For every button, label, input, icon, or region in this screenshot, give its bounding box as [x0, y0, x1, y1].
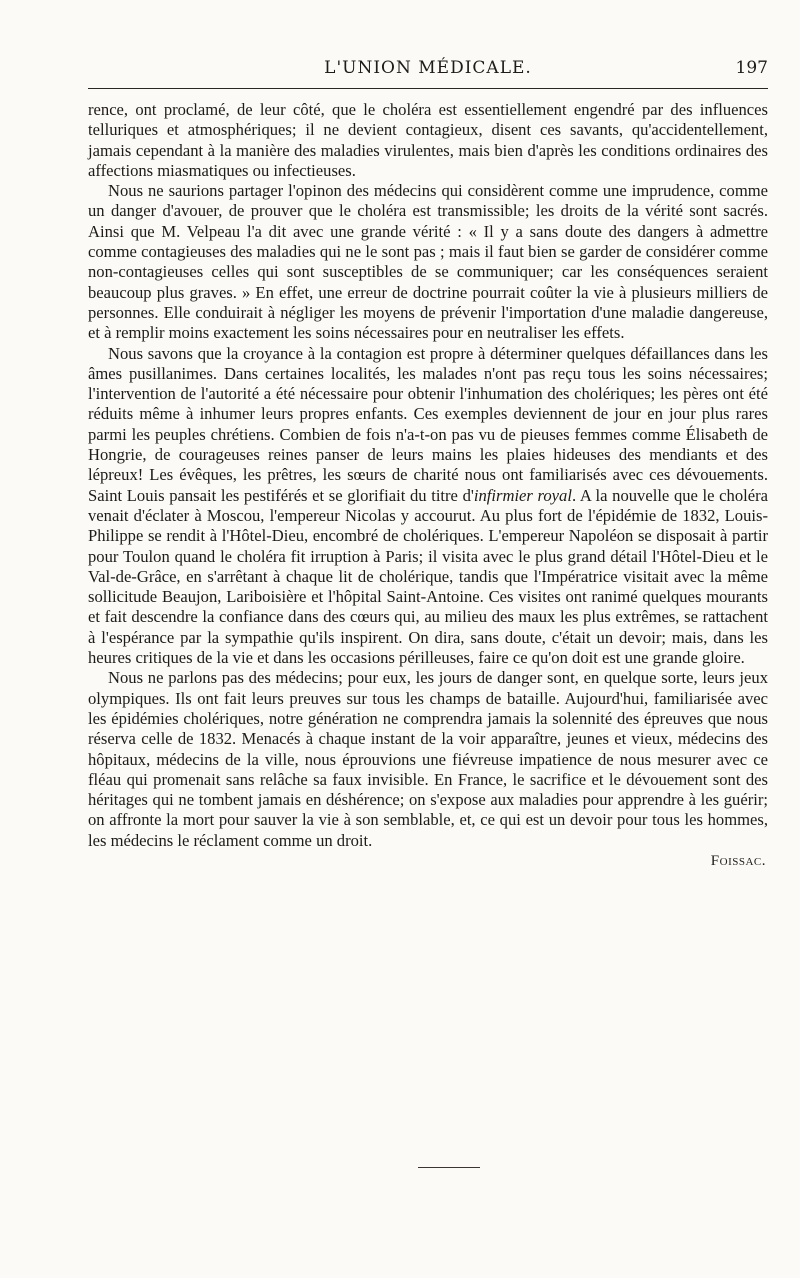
paragraph-1: rence, ont proclamé, de leur côté, que le choléra est essentiellement engendré par des influences telluriques et atmosphériques; il ne devient contagieux, disent ces savants, qu'accidentellement, jamais cependant à la manière des maladies virulentes, mais bien d'après les conditions ordinaires des affections miasmatiques ou infectieuses. [88, 100, 768, 180]
running-title: L'UNION MÉDICALE. [324, 58, 532, 78]
paragraph-3-part-2: . A la nouvelle que le choléra venait d'éclater à Moscou, l'empereur Nicolas y accourut. Au plus fort de l'épidémie de 1832, Louis-Philippe se rendit à l'Hôtel-Dieu, encombré de cholériques. L'empereur Napoléon se disposait à partir pour Toulon quand le choléra fit irruption à Paris; il visita avec le plus grand détail l'Hôtel-Dieu et le Val-de-Grâce, en s'arrêtant à chaque lit de cholérique, tandis que l'Impératrice visitait avec la même sollicitude Beaujon, Lariboisière et l'hôpital Saint-Antoine. Ces visites ont ranimé quelques mourants et fait descendre la confiance dans des cœurs qui, au milieu des maux les plus extrêmes, se rattachent à l'espérance par la sympathie qu'ils inspirent. On dira, sans doute, c'était un devoir; mais, dans les heures critiques de la vie et dans les occasions périlleuses, faire ce qu'on doit est une grande gloire. [88, 485, 768, 668]
article-body [88, 100, 768, 871]
paragraph-3 [88, 344, 768, 669]
footnote-rule [418, 1167, 480, 1168]
running-head [88, 58, 768, 86]
author-signature: Foissac. [710, 852, 766, 869]
page-number: 197 [735, 58, 768, 78]
paragraph-3-part-1: Nous savons que la croyance à la contagion est propre à déterminer quelques défaillances dans les âmes pusillanimes. Dans certaines localités, les malades n'ont pas reçu tous les soins nécessaires; l'intervention de l'autorité a été nécessaire pour obtenir l'inhumation des cholériques; les pères ont été réduits même à inhumer leurs propres enfants. Ces exemples deviennent de jour en jour plus rares parmi les peuples chrétiens. Combien de fois n'a-t-on pas vu de pieuses femmes comme Élisabeth de Hongrie, de courageuses reines panser de leurs mains les plaies hideuses des mendiants et des lépreux! Les évêques, les prêtres, les sœurs de charité nous ont familiarisés avec ces dévouements. Saint Louis pansait les pestiférés et se glorifiait du titre d' [88, 343, 768, 505]
italic-term: infirmier royal [473, 485, 572, 505]
header-rule [88, 88, 768, 89]
paragraph-4: Nous ne parlons pas des médecins; pour eux, les jours de danger sont, en quelque sorte, leurs jeux olympiques. Ils ont fait leurs preuves sur tous les champs de bataille. Aujourd'hui, familiarisée avec les épidémies cholériques, notre génération ne comprendra jamais la solennité des épreuves que nous réserva celle de 1832. Menacés à chaque instant de la voir apparaître, jeunes et vieux, médecins des hôpitaux, médecins de la ville, nous éprouvions une fiévreuse impatience de nous mesurer avec ce fléau qui promenait sans relâche sa faux invisible. En France, le sacrifice et le dévouement sont des héritages qui ne tombent jamais en déshérence; on s'expose aux maladies pour apprendre à les guérir; on affronte la mort pour sauver la vie à son semblable, et, ce qui est un devoir pour tous les hommes, les médecins le réclament comme un droit. [88, 668, 768, 850]
paragraph-2: Nous ne saurions partager l'opinon des médecins qui considèrent comme une imprudence, comme un danger d'avouer, de prouver que le choléra est transmissible; les droits de la vérité sont sacrés. Ainsi que M. Velpeau l'a dit avec une grande vérité : « Il y a sans doute des dangers à admettre comme contagieuses des maladies qui ne le sont pas ; mais il faut bien se garder de considérer comme non-contagieuses celles qui sont susceptibles de se communiquer; car les conséquences seraient beaucoup plus graves. » En effet, une erreur de doctrine pourrait coûter la vie à plusieurs milliers de personnes. Elle conduirait à négliger les moyens de prévenir l'importation d'une maladie dangereuse, et à remplir moins exactement les soins nécessaires pour en neutraliser les effets. [88, 181, 768, 343]
